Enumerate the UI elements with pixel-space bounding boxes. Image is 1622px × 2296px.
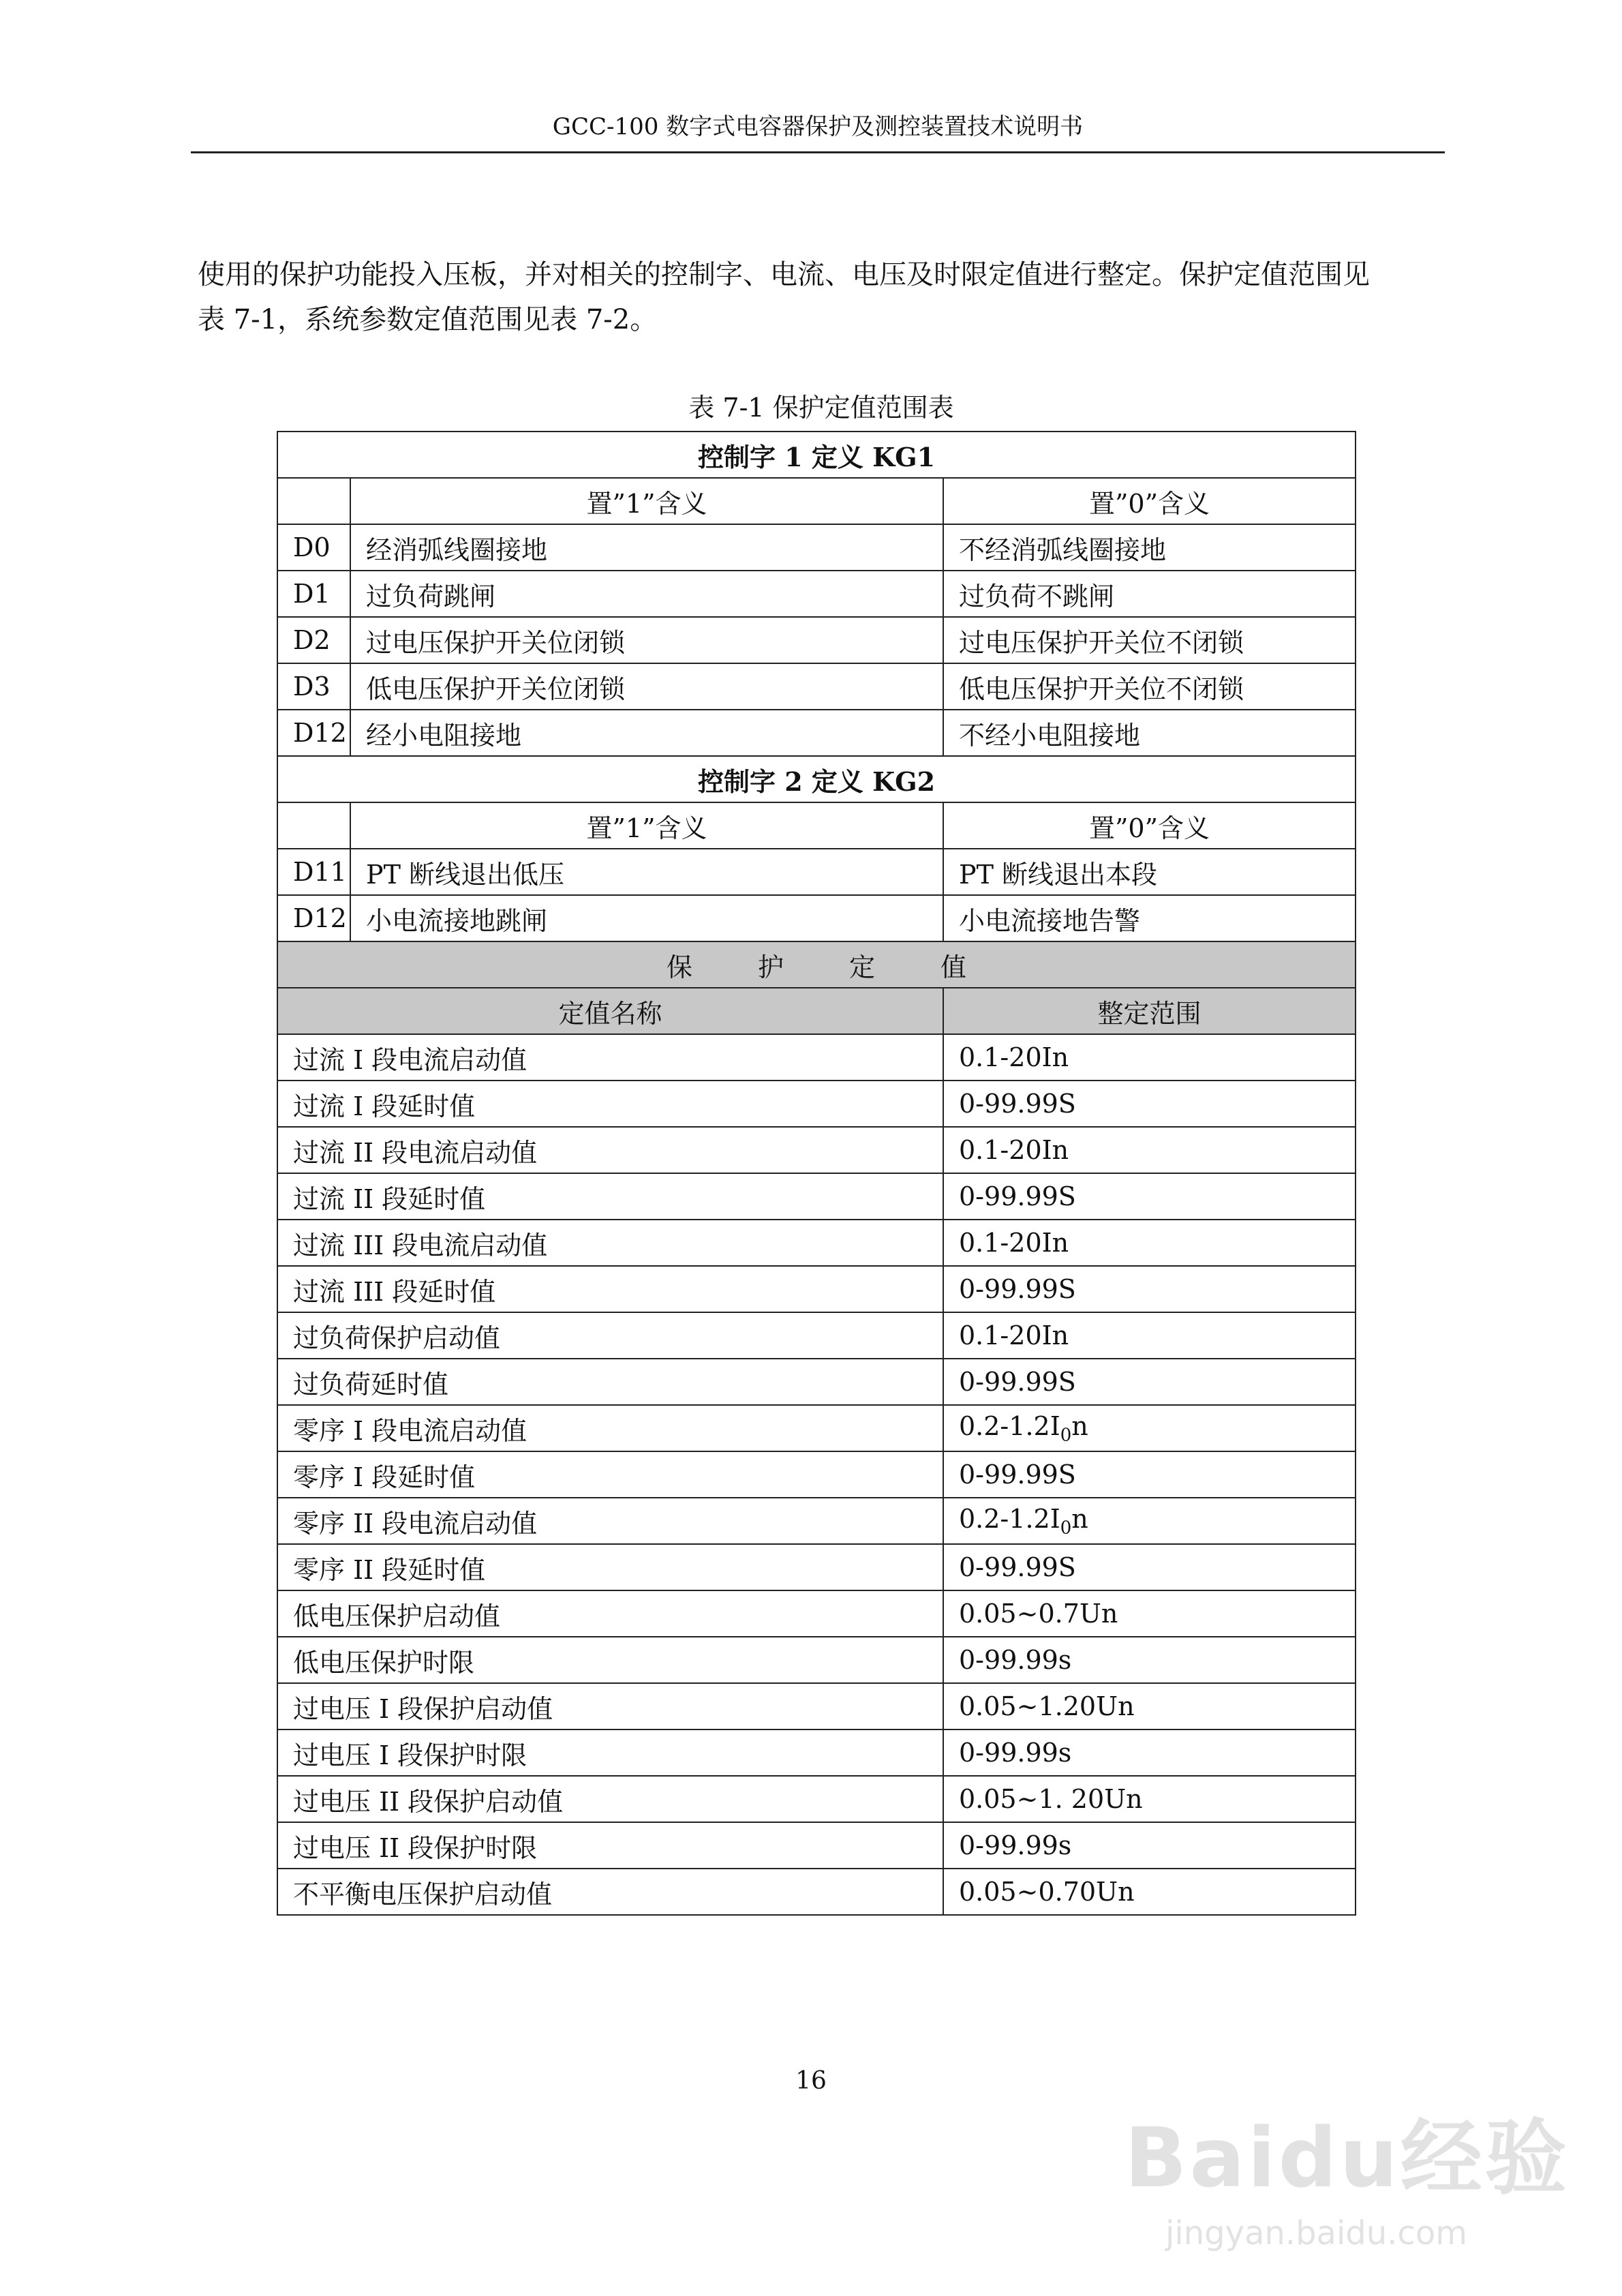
kg1-row <box>277 663 1356 710</box>
kg1-row <box>277 710 1356 756</box>
kg2-col-set1-header: 置”1”含义 <box>350 802 943 849</box>
baidu-watermark <box>1124 2093 1588 2270</box>
settings-title-text: 保护定值 <box>666 952 1032 982</box>
setting-name: 过流 I 段延时值 <box>277 1081 943 1127</box>
setting-row <box>277 1451 1356 1498</box>
intro-line-1: 使用的保护功能投入压板，并对相关的控制字、电流、电压及时限定值进行整定。保护定值范围见 <box>198 259 1370 290</box>
kg1-row <box>277 617 1356 663</box>
setting-range-main: 0.2-1.2I <box>959 1410 1060 1441</box>
kg1-bit-code: D1 <box>277 571 350 617</box>
page-number: 16 <box>795 2067 827 2095</box>
setting-range: 0-99.99S <box>943 1544 1356 1590</box>
kg1-title: 控制字 1 定义 KG1 <box>277 432 1356 478</box>
setting-range-subscript: 0 <box>1060 1425 1072 1446</box>
setting-name: 过流 I 段电流启动值 <box>277 1034 943 1081</box>
kg2-title-row <box>277 756 1356 802</box>
kg1-header-blank <box>277 478 350 524</box>
protection-setting-table <box>277 431 1356 1916</box>
setting-name: 过负荷保护启动值 <box>277 1312 943 1359</box>
kg1-set0-meaning: 不经小电阻接地 <box>943 710 1356 756</box>
setting-range: 0-99.99s <box>943 1822 1356 1869</box>
setting-range: 0.1-20In <box>943 1127 1356 1173</box>
kg2-title: 控制字 2 定义 KG2 <box>277 756 1356 802</box>
kg1-row <box>277 524 1356 571</box>
setting-range: 0-99.99s <box>943 1637 1356 1683</box>
setting-row <box>277 1266 1356 1312</box>
setting-row <box>277 1127 1356 1173</box>
setting-range: 0-99.99S <box>943 1359 1356 1405</box>
kg1-col-set1-header: 置”1”含义 <box>350 478 943 524</box>
kg1-row <box>277 571 1356 617</box>
setting-row <box>277 1405 1356 1451</box>
kg2-header-row <box>277 802 1356 849</box>
setting-name: 过流 III 段延时值 <box>277 1266 943 1312</box>
kg1-set1-meaning: 经小电阻接地 <box>350 710 943 756</box>
kg1-bit-code: D3 <box>277 663 350 710</box>
kg2-row <box>277 895 1356 941</box>
setting-range: 0-99.99S <box>943 1081 1356 1127</box>
setting-name: 过流 II 段电流启动值 <box>277 1127 943 1173</box>
setting-range: 0-99.99s <box>943 1729 1356 1776</box>
setting-name: 过流 III 段电流启动值 <box>277 1220 943 1266</box>
kg1-set1-meaning: 低电压保护开关位闭锁 <box>350 663 943 710</box>
kg2-set0-meaning: PT 断线退出本段 <box>943 849 1356 895</box>
settings-range-header: 整定范围 <box>943 988 1356 1034</box>
kg2-bit-code: D12 <box>277 895 350 941</box>
kg2-row <box>277 849 1356 895</box>
setting-name: 过电压 I 段保护启动值 <box>277 1683 943 1729</box>
setting-row <box>277 1173 1356 1220</box>
setting-row <box>277 1359 1356 1405</box>
kg2-header-blank <box>277 802 350 849</box>
setting-range: 0-99.99S <box>943 1451 1356 1498</box>
setting-name: 过流 II 段延时值 <box>277 1173 943 1220</box>
kg1-bit-code: D2 <box>277 617 350 663</box>
kg1-set0-meaning: 低电压保护开关位不闭锁 <box>943 663 1356 710</box>
setting-row <box>277 1590 1356 1637</box>
kg1-set0-meaning: 不经消弧线圈接地 <box>943 524 1356 571</box>
kg1-col-set0-header: 置”0”含义 <box>943 478 1356 524</box>
setting-range-suffix: n <box>1071 1503 1088 1534</box>
page-header <box>191 102 1445 153</box>
setting-row <box>277 1498 1356 1544</box>
setting-range: 0.1-20In <box>943 1220 1356 1266</box>
intro-line-2: 表 7-1，系统参数定值范围见表 7-2。 <box>198 304 658 335</box>
settings-rows <box>277 1034 1356 1915</box>
kg2-set1-meaning: PT 断线退出低压 <box>350 849 943 895</box>
setting-name: 零序 II 段电流启动值 <box>277 1498 943 1544</box>
setting-range <box>943 1498 1356 1544</box>
kg1-set1-meaning: 过负荷跳闸 <box>350 571 943 617</box>
setting-row <box>277 1312 1356 1359</box>
kg1-set1-meaning: 经消弧线圈接地 <box>350 524 943 571</box>
kg1-set0-meaning: 过电压保护开关位不闭锁 <box>943 617 1356 663</box>
setting-range: 0.05~1.20Un <box>943 1683 1356 1729</box>
setting-name: 低电压保护启动值 <box>277 1590 943 1637</box>
setting-row <box>277 1776 1356 1822</box>
setting-range-main: 0.2-1.2I <box>959 1503 1060 1534</box>
intro-paragraph <box>198 252 1445 342</box>
kg2-rows <box>277 849 1356 941</box>
kg2-col-set0-header: 置”0”含义 <box>943 802 1356 849</box>
setting-name: 零序 II 段延时值 <box>277 1544 943 1590</box>
settings-title <box>277 941 1356 988</box>
setting-name: 零序 I 段延时值 <box>277 1451 943 1498</box>
setting-name: 过负荷延时值 <box>277 1359 943 1405</box>
setting-row <box>277 1637 1356 1683</box>
kg2-set1-meaning: 小电流接地跳闸 <box>350 895 943 941</box>
setting-row <box>277 1544 1356 1590</box>
settings-name-header: 定值名称 <box>277 988 943 1034</box>
kg1-title-row <box>277 432 1356 478</box>
setting-row <box>277 1869 1356 1915</box>
setting-name: 过电压 II 段保护启动值 <box>277 1776 943 1822</box>
kg1-set0-meaning: 过负荷不跳闸 <box>943 571 1356 617</box>
setting-range: 0-99.99S <box>943 1266 1356 1312</box>
setting-name: 低电压保护时限 <box>277 1637 943 1683</box>
setting-row <box>277 1822 1356 1869</box>
setting-row <box>277 1683 1356 1729</box>
baidu-url: jingyan.baidu.com <box>1165 2214 1467 2252</box>
setting-range: 0.1-20In <box>943 1034 1356 1081</box>
setting-row <box>277 1220 1356 1266</box>
setting-range: 0.1-20In <box>943 1312 1356 1359</box>
header-title: GCC-100 数字式电容器保护及测控装置技术说明书 <box>552 113 1084 140</box>
settings-header-row <box>277 988 1356 1034</box>
setting-name: 零序 I 段电流启动值 <box>277 1405 943 1451</box>
kg2-set0-meaning: 小电流接地告警 <box>943 895 1356 941</box>
setting-range: 0.05~1. 20Un <box>943 1776 1356 1822</box>
kg1-header-row <box>277 478 1356 524</box>
setting-name: 过电压 II 段保护时限 <box>277 1822 943 1869</box>
table-caption: 表 7-1 保护定值范围表 <box>688 393 954 423</box>
setting-row <box>277 1034 1356 1081</box>
setting-row <box>277 1729 1356 1776</box>
kg1-rows <box>277 524 1356 756</box>
setting-range: 0-99.99S <box>943 1173 1356 1220</box>
setting-range: 0.05~0.70Un <box>943 1869 1356 1915</box>
setting-range-suffix: n <box>1071 1410 1088 1441</box>
kg1-set1-meaning: 过电压保护开关位闭锁 <box>350 617 943 663</box>
setting-range <box>943 1405 1356 1451</box>
settings-title-row <box>277 941 1356 988</box>
setting-row <box>277 1081 1356 1127</box>
setting-name: 不平衡电压保护启动值 <box>277 1869 943 1915</box>
setting-range: 0.05~0.7Un <box>943 1590 1356 1637</box>
setting-range-subscript: 0 <box>1060 1517 1072 1539</box>
kg2-bit-code: D11 <box>277 849 350 895</box>
baidu-logo: Baidu经验 <box>1124 2111 1570 2206</box>
kg1-bit-code: D0 <box>277 524 350 571</box>
kg1-bit-code: D12 <box>277 710 350 756</box>
setting-name: 过电压 I 段保护时限 <box>277 1729 943 1776</box>
